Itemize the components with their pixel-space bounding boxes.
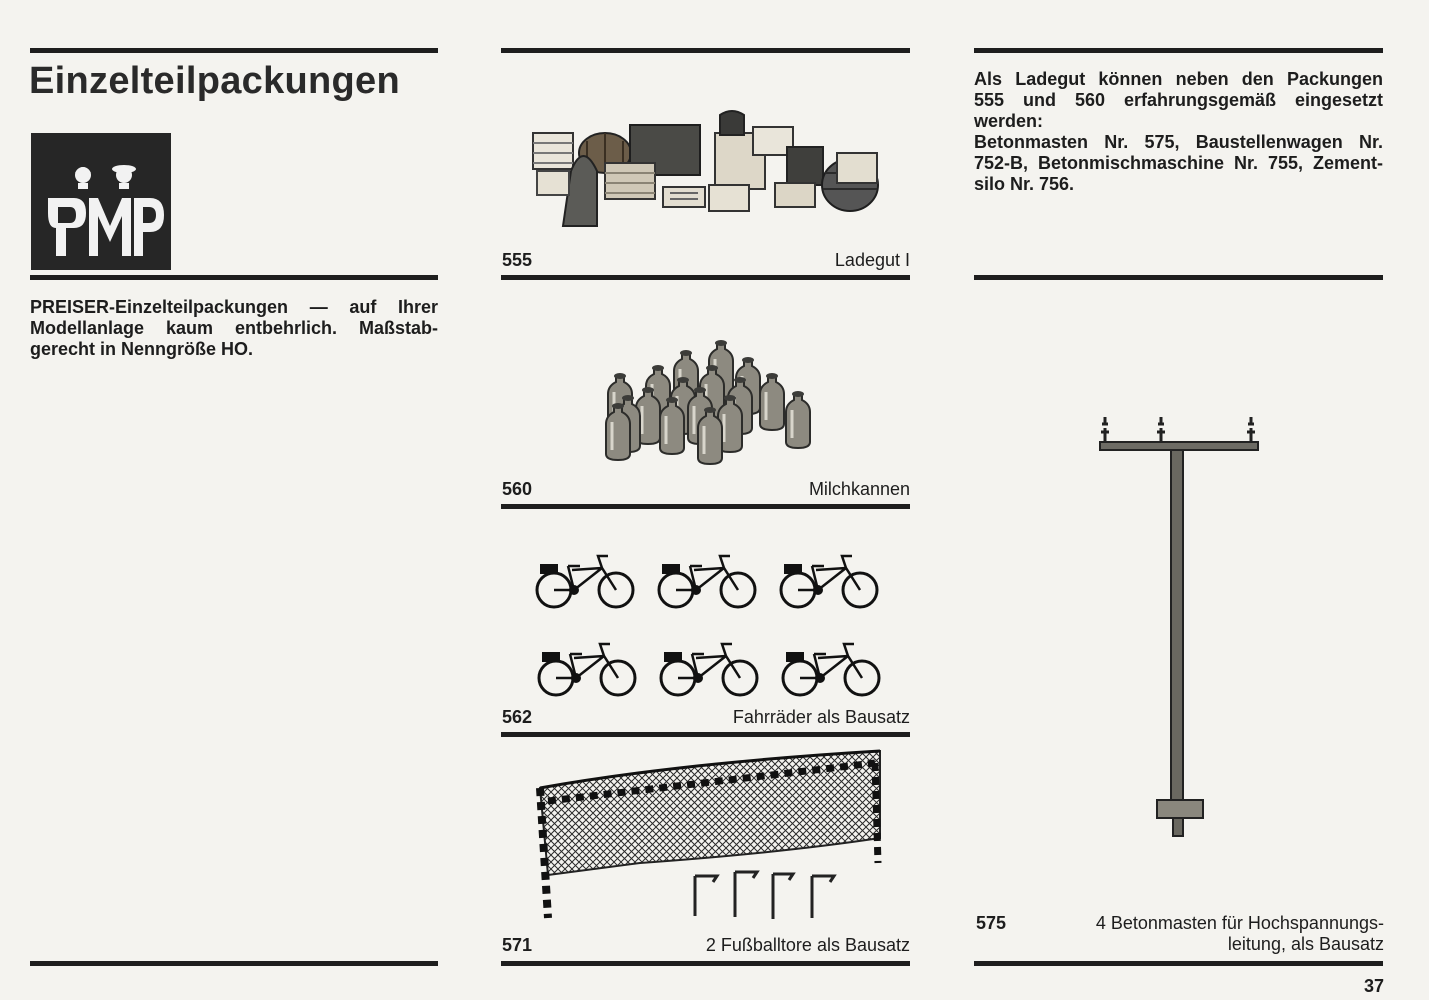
bicycle [661,644,757,695]
rule-col3-mid [974,275,1383,280]
note-line: 752-B, Betonmischmaschine Nr. 755, Zement- [974,153,1383,173]
rule-col3-bottom [974,961,1383,966]
rule-571 [501,961,910,966]
product-571-number: 571 [502,935,533,955]
rule-col1-bottom [30,961,438,966]
product-571-title: 2 Fußballtore als Bausatz [705,935,910,955]
bicycle [539,644,635,695]
bicycle [659,556,755,607]
preiser-logo [31,133,171,270]
bicycle [781,556,877,607]
product-575-title-line2: leitung, als Bausatz [1227,934,1384,954]
bicycle [537,556,633,607]
note-text [974,69,1383,195]
rule-562 [501,732,910,737]
page-title: Einzelteilpackungen [29,60,401,102]
product-575-title-line1: 4 Betonmasten für Hochspannungs- [1095,913,1384,933]
logo-figures-icon [31,133,171,270]
product-575-number: 575 [976,913,1007,933]
cargo-illustration [525,103,905,233]
rule-col3-top [974,48,1383,53]
note-line: Betonmasten Nr. 575, Baustellenwagen Nr. [974,132,1383,152]
intro-text [30,297,438,360]
intro-line: PREISER-Einzelteilpackungen — auf Ihrer [30,297,438,317]
intro-line: gerecht in Nenngröße HO. [30,339,254,359]
rule-col1-top [30,48,438,53]
concrete-pylon-illustration [1095,412,1265,842]
product-562-title: Fahrräder als Bausatz [732,707,910,727]
bicycles-illustration [532,548,892,708]
note-line: Als Ladegut können neben den Packungen [974,69,1383,89]
product-555-title: Ladegut I [834,250,910,270]
milk-can [760,373,784,430]
product-555-number: 555 [502,250,533,270]
intro-line: Modellanlage kaum entbehrlich. Maßstab- [30,318,438,338]
note-line: werden: [974,111,1044,131]
note-line: 555 und 560 erfahrungsgemäß eingesetzt [974,90,1383,110]
bicycle [783,644,879,695]
milk-can [786,391,810,448]
product-562-number: 562 [502,707,533,727]
rule-560 [501,504,910,509]
product-560-title: Milchkannen [808,479,910,499]
rule-col2-top [501,48,910,53]
note-line: silo Nr. 756. [974,174,1075,194]
milk-cans-illustration [600,338,830,458]
rule-col1-mid [30,275,438,280]
page-number: 37 [1363,976,1384,996]
product-560-number: 560 [502,479,533,499]
rule-555 [501,275,910,280]
football-goal-illustration [530,743,890,923]
